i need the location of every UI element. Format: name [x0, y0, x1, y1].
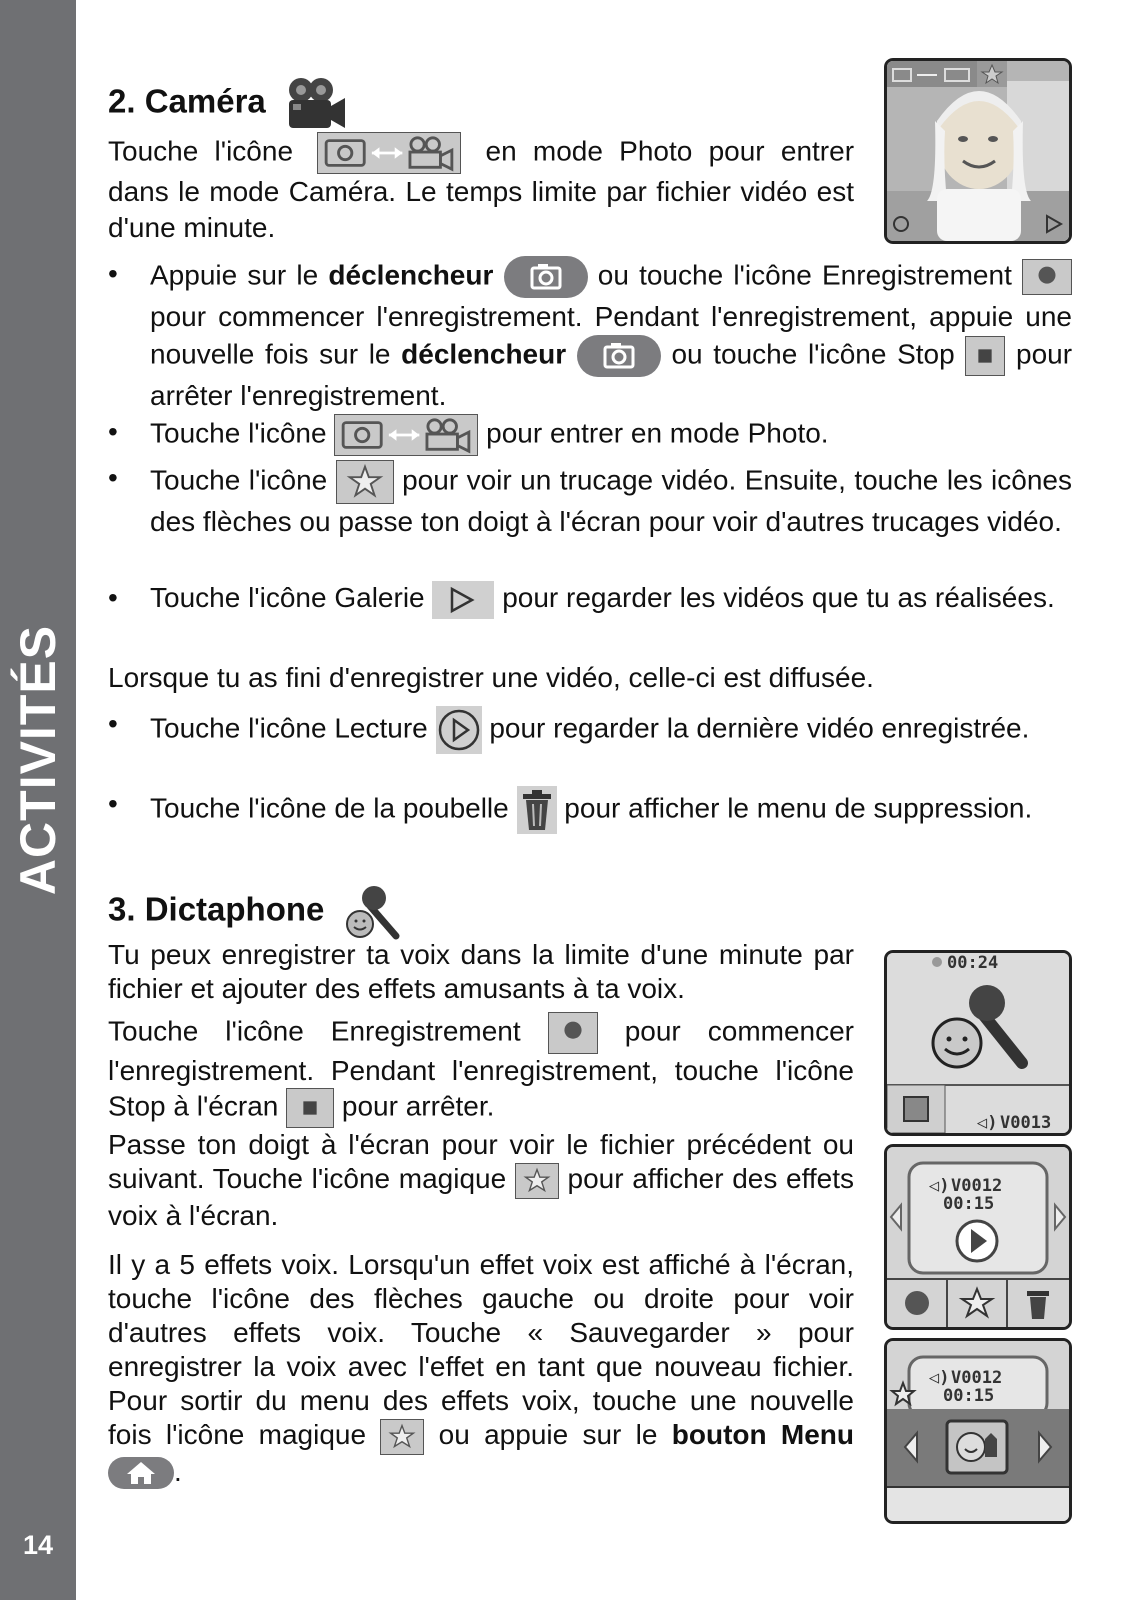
microphone-icon — [342, 884, 402, 940]
bullet-gallery-part-b: pour regarder les vidéos que tu as réalisées. — [502, 582, 1055, 613]
shutter-button-icon-2 — [577, 335, 661, 377]
svg-text:◁): ◁) — [929, 1368, 950, 1388]
camera-preview-screen — [884, 58, 1072, 244]
sidebar-section-label: ACTIVITÉS — [10, 624, 66, 896]
bullet-effects-part-a: Touche l'icône — [150, 464, 328, 496]
dictaphone-effects-screen — [884, 1338, 1072, 1524]
bullet-record-part-d: ou touche l'icône Stop — [671, 338, 955, 370]
magic-star-icon-2 — [380, 1419, 424, 1455]
bullet-playback-part-b: pour regarder la dernière vidéo enregistrée. — [489, 712, 1030, 744]
dictaphone-p2-part-b: pour commencer l'enregistrement. Pendant l'enregistrement, touche l'icône Stop à l'écran — [108, 1015, 855, 1122]
star-effect-icon — [336, 460, 394, 504]
dictaphone-p1: Tu peux enregistrer ta voix dans la limite d'une minute par fichier et ajouter des effets amusants à ta voix. — [108, 939, 854, 1004]
dictaphone-p4 — [108, 1248, 854, 1489]
record-icon-2 — [548, 1012, 598, 1054]
dictaphone-p4-part-a: Il y a 5 effets voix. Lorsqu'un effet voix est affiché à l'écran, touche l'icône des flèches gauche ou droite pour voir d'autres effets voix. Touche « Sauvegarder » pour enregistrer la voix avec l'effet en tant que nouveau fichier. Pour sortir du menu des effets voix, touche une nouvelle fois l'icône magique — [108, 1249, 854, 1450]
bullet-delete-part-a: Touche l'icône de la poubelle — [150, 792, 509, 824]
menu-button-label: bouton Menu — [671, 1419, 855, 1450]
photo-video-switch-icon-2 — [334, 414, 478, 456]
stop-icon-2 — [286, 1088, 334, 1128]
effect-duration: 00:15 — [943, 1386, 995, 1406]
playback-duration: 00:15 — [943, 1194, 995, 1214]
record-timer: 00:24 — [947, 953, 999, 973]
dictaphone-p3 — [108, 1128, 854, 1233]
photo-video-switch-icon — [317, 132, 461, 174]
dictaphone-p4-end: . — [174, 1455, 182, 1487]
dictaphone-playback-screen — [884, 1144, 1072, 1330]
bullet-delete-part-b: pour afficher le menu de suppression. — [564, 792, 1033, 824]
dictaphone-p3-part-b: pour afficher des effets voix à l'écran. — [108, 1163, 854, 1231]
bullet-photo-part-a: Touche l'icône — [150, 417, 327, 449]
shutter-label-2: déclencheur — [401, 338, 567, 370]
dictaphone-heading-text: 3. Dictaphone — [108, 890, 325, 928]
dictaphone-heading — [108, 884, 402, 940]
shutter-label-1: déclencheur — [328, 259, 494, 291]
dictaphone-p2 — [108, 1012, 854, 1128]
bullet-marker: • — [108, 708, 118, 739]
camera-heading — [108, 76, 347, 132]
bullet-record-part-a: Appuie sur le — [150, 259, 319, 291]
camera-intro-part1: Touche l'icône — [108, 135, 294, 167]
dictaphone-p4-part-b: ou appuie sur le — [438, 1419, 658, 1450]
bullet-marker: • — [108, 788, 118, 819]
playback-file-name: V0012 — [951, 1176, 1003, 1196]
dictaphone-record-screen — [884, 950, 1072, 1136]
gallery-play-icon — [432, 581, 494, 619]
bullet-playback-part-a: Touche l'icône Lecture — [150, 712, 428, 744]
bullet-record-part-e: pour arrêter l'enregistrement. — [150, 338, 1073, 411]
dictaphone-p2-part-a: Touche l'icône Enregistrement — [108, 1015, 521, 1047]
camera-intro — [108, 132, 854, 246]
bullet-marker: • — [108, 258, 118, 289]
camera-heading-text: 2. Caméra — [108, 82, 266, 120]
dictaphone-p3-part-a: Passe ton doigt à l'écran pour voir le fichier précédent ou suivant. Touche l'icône magique — [108, 1129, 854, 1194]
bullet-gallery-part-a: Touche l'icône Galerie — [150, 582, 425, 613]
stop-icon — [965, 336, 1005, 376]
bullet-marker: • — [108, 416, 118, 447]
video-camera-icon — [285, 76, 347, 132]
bullet-marker: • — [108, 462, 118, 493]
magic-star-icon — [515, 1163, 559, 1199]
shutter-button-icon — [504, 256, 588, 298]
svg-text:◁): ◁) — [977, 1113, 998, 1133]
camera-after-text: Lorsque tu as fini d'enregistrer une vidéo, celle-ci est diffusée. — [108, 662, 874, 693]
trash-icon — [517, 786, 557, 834]
bullet-marker: • — [108, 582, 118, 613]
bullet-record-part-c: pour commencer l'enregistrement. Pendant l'enregistrement, appuie une nouvelle fois sur le — [150, 301, 1072, 370]
dictaphone-p2-part-c: pour arrêter. — [341, 1090, 495, 1122]
bullet-photo-part-b: pour entrer en mode Photo. — [486, 417, 829, 449]
home-button-icon — [108, 1457, 174, 1489]
playback-icon — [436, 706, 482, 754]
bullet-effects-part-b: pour voir un trucage vidéo. Ensuite, touche les icônes des flèches ou passe ton doigt à l'écran pour voir d'autres trucages vidéo. — [150, 464, 1072, 537]
record-file-name: V0013 — [1000, 1113, 1052, 1133]
bullet-record-part-b: ou touche l'icône Enregistrement — [597, 259, 1012, 291]
page-number: 14 — [22, 1530, 54, 1560]
camera-intro-part2: en mode Photo pour entrer dans le mode Caméra. Le temps limite par fichier vidéo est d'une minute. — [108, 135, 855, 243]
record-icon — [1022, 259, 1072, 295]
effect-file-name: V0012 — [951, 1368, 1003, 1388]
svg-text:◁): ◁) — [929, 1176, 950, 1196]
